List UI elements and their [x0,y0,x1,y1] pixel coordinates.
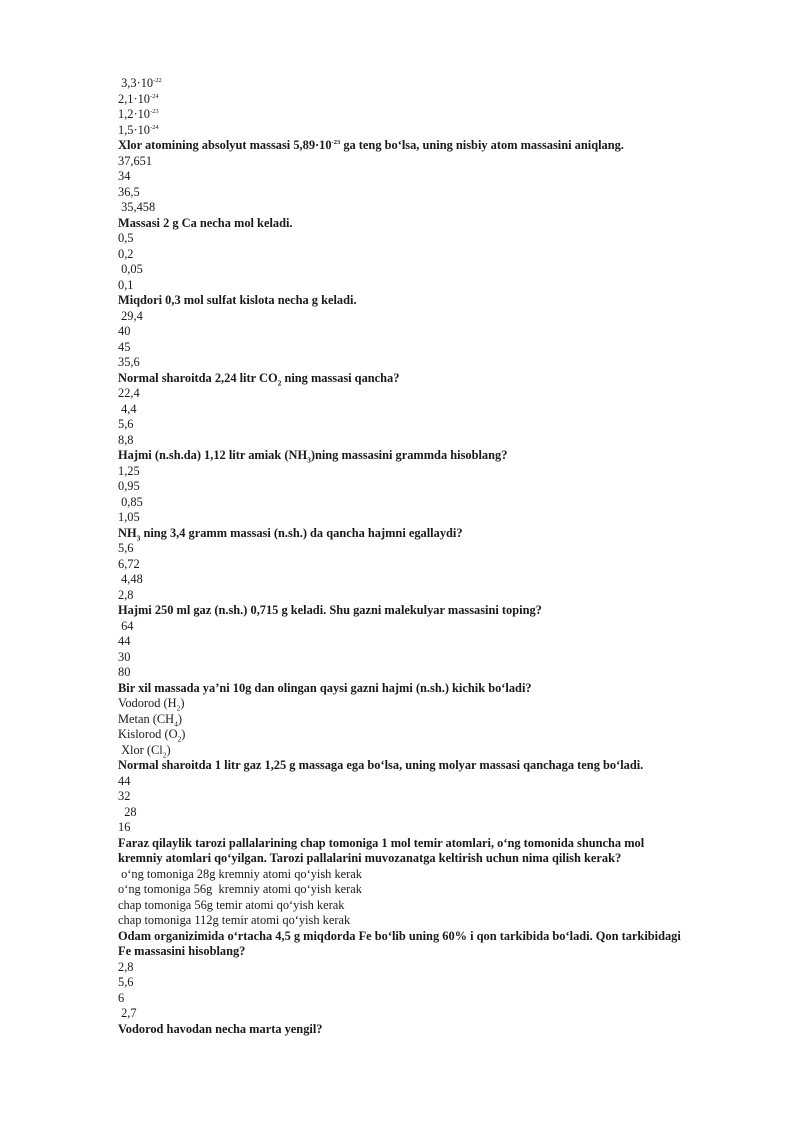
answer-option [118,665,738,681]
text-run: 2,1·10 [118,91,151,106]
answer-option [118,882,738,898]
text-run: 1,05 [118,510,140,524]
text-run: 35,6 [118,355,140,369]
answer-option [118,495,738,511]
answer-option [118,619,738,635]
question-text [118,681,738,697]
answer-option [118,588,738,604]
text-run: ) [166,742,171,757]
answer-option [118,913,738,929]
question-text [118,603,738,619]
text-run: Normal sharoitda 1 litr gaz 1,25 g massaga ega bo‘lsa, uning molyar massasi qanchaga teng bo‘ladi. [118,758,644,772]
answer-option [118,898,738,914]
text-run: NH [118,525,137,540]
answer-option [118,774,738,790]
text-run: 35,458 [118,200,156,214]
subscript: 2 [176,703,181,713]
subscript: 3 [136,532,141,542]
answer-option [118,433,738,449]
text-run: 32 [118,789,131,803]
answer-option [118,479,738,495]
answer-option [118,76,738,92]
subscript: 3 [307,455,311,465]
text-run: ga teng bo‘lsa, uning nisbiy atom massasini aniqlang. [340,138,624,152]
text-run: 2,8 [118,959,134,974]
text-run: 40 [118,324,131,338]
answer-option [118,975,738,991]
answer-option [118,417,738,433]
answer-option [118,386,738,402]
text-run: 5,6 [118,541,134,555]
text-run: 5,6 [118,975,134,989]
text-run: Hajmi (n.sh.da) 1,12 litr amiak (NH [118,448,308,462]
text-run: 36,5 [118,184,140,199]
text-run: 28 [118,804,137,819]
text-run: Vodorod (H [118,696,177,710]
text-run: Metan (CH [118,711,175,726]
text-run: 44 [118,634,131,648]
text-run: 0,5 [118,231,134,245]
subscript: 2 [162,749,167,759]
answer-option [118,991,738,1007]
answer-option [118,820,738,836]
answer-option [118,805,738,821]
text-run: Hajmi 250 ml gaz (n.sh.) 0,715 g keladi. Shu gazni malekulyar massasini toping? [118,603,542,617]
text-run: Bir xil massada ya’ni 10g dan olingan qaysi gazni hajmi (n.sh.) kichik bo‘ladi? [118,680,532,695]
text-run: 4,4 [118,401,137,416]
text-run: chap tomoniga 56g temir atomi qo‘yish kerak [118,897,345,912]
text-run: ) [177,711,182,726]
answer-option [118,247,738,263]
text-run: chap tomoniga 112g temir atomi qo‘yish kerak [118,913,351,927]
text-run: 37,651 [118,153,153,168]
text-run: 0,1 [118,277,134,292]
text-run: 5,6 [118,417,134,431]
answer-option [118,200,738,216]
answer-option [118,727,738,743]
answer-option [118,402,738,418]
text-run: 30 [118,649,131,664]
answer-option [118,340,738,356]
answer-option [118,154,738,170]
question-text [118,138,738,154]
answer-option [118,634,738,650]
text-run: 22,4 [118,386,140,400]
question-text [118,216,738,232]
answer-option [118,712,738,728]
text-run: 45 [118,339,131,354]
answer-option [118,278,738,294]
text-run: 0,95 [118,479,140,493]
text-run: 0,05 [118,262,143,276]
text-run: 0,2 [118,246,134,261]
text-run: 6 [118,990,125,1005]
question-text [118,293,738,309]
answer-option [118,572,738,588]
text-run: 1,2·10 [118,107,151,121]
text-run: Normal sharoitda 2,24 litr CO [118,370,278,385]
answer-option [118,541,738,557]
question-text [118,929,738,945]
question-text [118,758,738,774]
text-run: Faraz qilaylik tarozi pallalarining chap tomoniga 1 mol temir atomlari, o‘ng tomonida shuncha mol [118,835,645,850]
answer-option [118,185,738,201]
text-run: )ning massasini grammda hisoblang? [310,448,508,462]
question-text [118,851,738,867]
answer-option [118,960,738,976]
answer-option [118,324,738,340]
answer-option [118,169,738,185]
superscript: -22 [153,76,162,84]
text-run: 2,7 [118,1006,137,1020]
text-run: 29,4 [118,308,143,323]
answer-option [118,650,738,666]
answer-option [118,557,738,573]
answer-option [118,262,738,278]
text-run: 16 [118,820,131,834]
text-run: 6,72 [118,556,140,571]
answer-option [118,355,738,371]
text-run: Odam organizimida o‘rtacha 4,5 g miqdorda Fe bo‘lib uning 60% i qon tarkibida bo‘ladi. Qon tarkibidagi [118,928,681,943]
text-run: Kislorod (O [118,727,178,741]
answer-option [118,464,738,480]
subscript: 2 [277,377,282,387]
question-text [118,1022,738,1038]
question-text [118,526,738,542]
text-run: 8,8 [118,432,134,447]
superscript: -23 [331,138,341,146]
question-text [118,836,738,852]
text-run: 4,48 [118,572,143,586]
answer-option [118,1006,738,1022]
answer-option [118,743,738,759]
answer-option [118,696,738,712]
text-run: kremniy atomlari qo‘yilgan. Tarozi pallalarini muvozanatga keltirish uchun nima qilish kerak? [118,851,622,865]
answer-option [118,123,738,139]
answer-option [118,92,738,108]
subscript: 4 [174,718,178,728]
text-run: Vodorod havodan necha marta yengil? [118,1021,323,1036]
text-run: 44 [118,773,131,788]
text-run: 64 [118,618,134,633]
text-run: Miqdori 0,3 mol sulfat kislota necha g keladi. [118,293,357,307]
text-run: 3,3·10 [118,76,154,90]
answer-option [118,867,738,883]
question-text [118,448,738,464]
answer-option [118,107,738,123]
text-run: 80 [118,665,131,679]
question-text [118,944,738,960]
document-body [118,76,738,1037]
answer-option [118,510,738,526]
text-run: ning massasi qancha? [281,370,400,385]
text-run: 0,85 [118,494,143,509]
text-run: 2,8 [118,587,134,602]
text-run: Xlor atomining absolyut massasi 5,89·10 [118,138,332,152]
text-run: o‘ng tomoniga 56g kremniy atomi qo‘yish kerak [118,882,362,896]
answer-option [118,231,738,247]
text-run: ) [180,696,185,710]
answer-option [118,309,738,325]
text-run: 1,25 [118,463,140,478]
superscript: -24 [150,123,159,131]
superscript: -24 [150,92,159,100]
text-run: Massasi 2 g Ca necha mol keladi. [118,215,293,230]
answer-option [118,789,738,805]
text-run: ) [181,727,186,741]
text-run: Fe massasini hisoblang? [118,944,246,958]
subscript: 2 [177,734,182,744]
text-run: ning 3,4 gramm massasi (n.sh.) da qancha hajmni egallaydi? [140,525,463,540]
text-run: 34 [118,169,131,183]
text-run: Xlor (Cl [118,742,163,757]
text-run: 1,5·10 [118,122,151,137]
question-text [118,371,738,387]
superscript: -23 [150,107,159,115]
text-run: o‘ng tomoniga 28g kremniy atomi qo‘yish kerak [118,866,362,881]
